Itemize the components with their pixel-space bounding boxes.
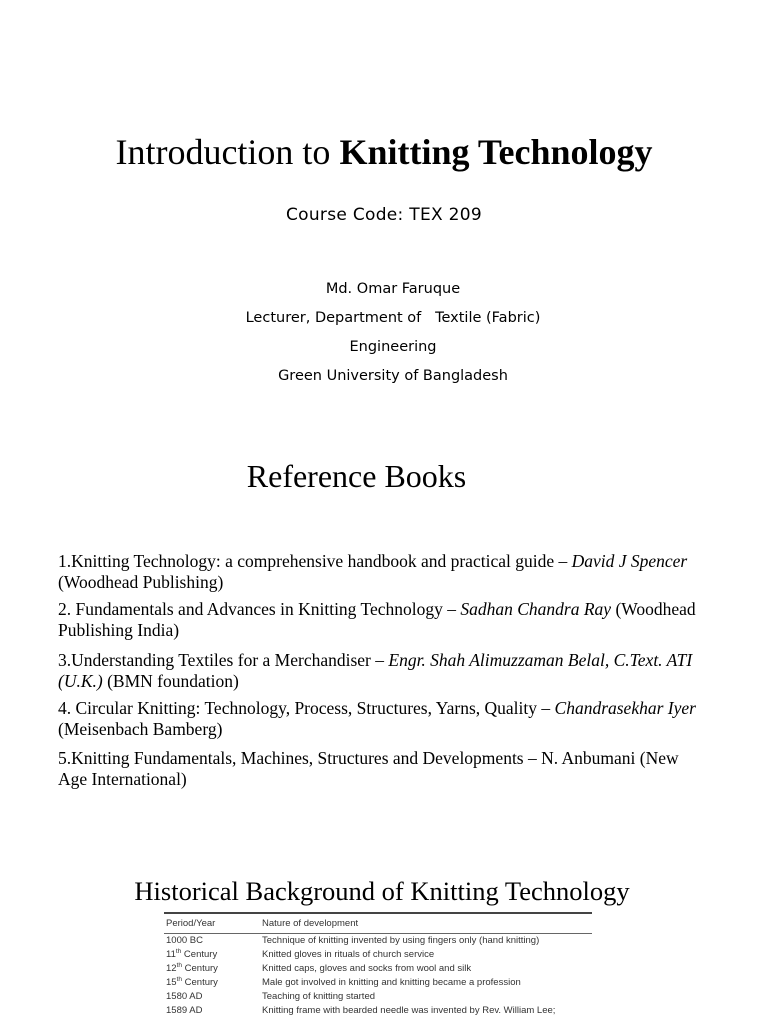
author-name: Md. Omar Faruque	[325, 281, 461, 297]
cell-development: Knitted caps, gloves and socks from wool and silk	[262, 963, 472, 974]
year-text: 1580 AD	[166, 991, 203, 1002]
year-superscript: th	[176, 975, 182, 983]
reference-title: 2. Fundamentals and Advances in Knitting Technology –	[58, 599, 461, 619]
history-table	[164, 912, 592, 1018]
author-institution: Green University of Bangladesh	[278, 368, 508, 384]
reference-title: 5.Knitting Fundamentals, Machines, Structures and Developments – N. Anbumani (New Age International)	[58, 748, 679, 789]
cell-year	[164, 990, 260, 1004]
year-superscript: th	[175, 947, 182, 955]
cell-year	[164, 1004, 260, 1018]
reference-author: David J Spencer	[571, 551, 688, 571]
reference-item	[58, 599, 708, 641]
reference-publisher: (Meisenbach Bamberg)	[58, 719, 223, 739]
historical-background-heading: Historical Background of Knitting Technology	[134, 876, 630, 906]
reference-item	[58, 748, 698, 790]
table-row	[164, 990, 592, 1004]
cell-year	[164, 948, 260, 962]
cell-development: Teaching of knitting started	[262, 991, 376, 1002]
author-position-line2: Engineering	[349, 339, 437, 355]
title-prefix: Introduction to	[115, 132, 340, 172]
reference-title: 3.Understanding Textiles for a Merchandiser –	[58, 650, 389, 670]
column-header-period: Period/Year	[164, 913, 260, 934]
cell-development: Knitted gloves in rituals of church service	[262, 949, 435, 960]
reference-author: Engr. Shah Alimuzzaman Belal, C.Text. ATI (U.K.)	[58, 650, 693, 691]
reference-title: 1.Knitting Technology: a comprehensive handbook and practical guide –	[58, 551, 572, 571]
cell-development: Technique of knitting invented by using fingers only (hand knitting)	[262, 935, 540, 946]
reference-publisher: (Woodhead Publishing)	[58, 572, 224, 592]
table-row	[164, 976, 592, 990]
year-suffix: Century	[181, 949, 218, 960]
table-row	[164, 934, 592, 949]
reference-books-heading: Reference Books	[246, 458, 467, 494]
year-text: 11	[166, 949, 176, 960]
reference-author: Sadhan Chandra Ray	[460, 599, 612, 619]
year-text: 15	[166, 977, 177, 988]
reference-author: Chandrasekhar Iyer	[554, 698, 696, 718]
table-row	[164, 948, 592, 962]
cell-year	[164, 976, 260, 990]
cell-development: Knitting frame with bearded needle was invented by Rev. William Lee;	[262, 1005, 556, 1016]
course-code: Course Code: TEX 209	[285, 205, 483, 225]
reference-publisher: (Woodhead Publishing India)	[58, 599, 696, 640]
reference-title: 4. Circular Knitting: Technology, Process, Structures, Yarns, Quality –	[58, 698, 555, 718]
year-text: 1000 BC	[166, 935, 203, 946]
author-position-line1: Lecturer, Department of Textile (Fabric)	[245, 310, 541, 326]
column-header-development: Nature of development	[260, 913, 592, 934]
year-text: 1589 AD	[166, 1005, 203, 1016]
reference-item	[58, 650, 708, 692]
reference-item	[58, 698, 708, 740]
year-text: 12	[166, 963, 177, 974]
year-suffix: Century	[182, 963, 218, 974]
cell-year	[164, 934, 260, 949]
year-superscript: th	[176, 961, 182, 969]
year-suffix: Century	[182, 977, 218, 988]
page-title	[0, 130, 768, 174]
table-row	[164, 962, 592, 976]
table-header-row	[164, 913, 592, 934]
reference-item	[58, 551, 708, 593]
title-bold: Knitting Technology	[339, 132, 653, 172]
reference-publisher: (BMN foundation)	[102, 671, 239, 691]
table-row	[164, 1004, 592, 1018]
cell-year	[164, 962, 260, 976]
cell-development: Male got involved in knitting and knitting became a profession	[262, 977, 521, 988]
